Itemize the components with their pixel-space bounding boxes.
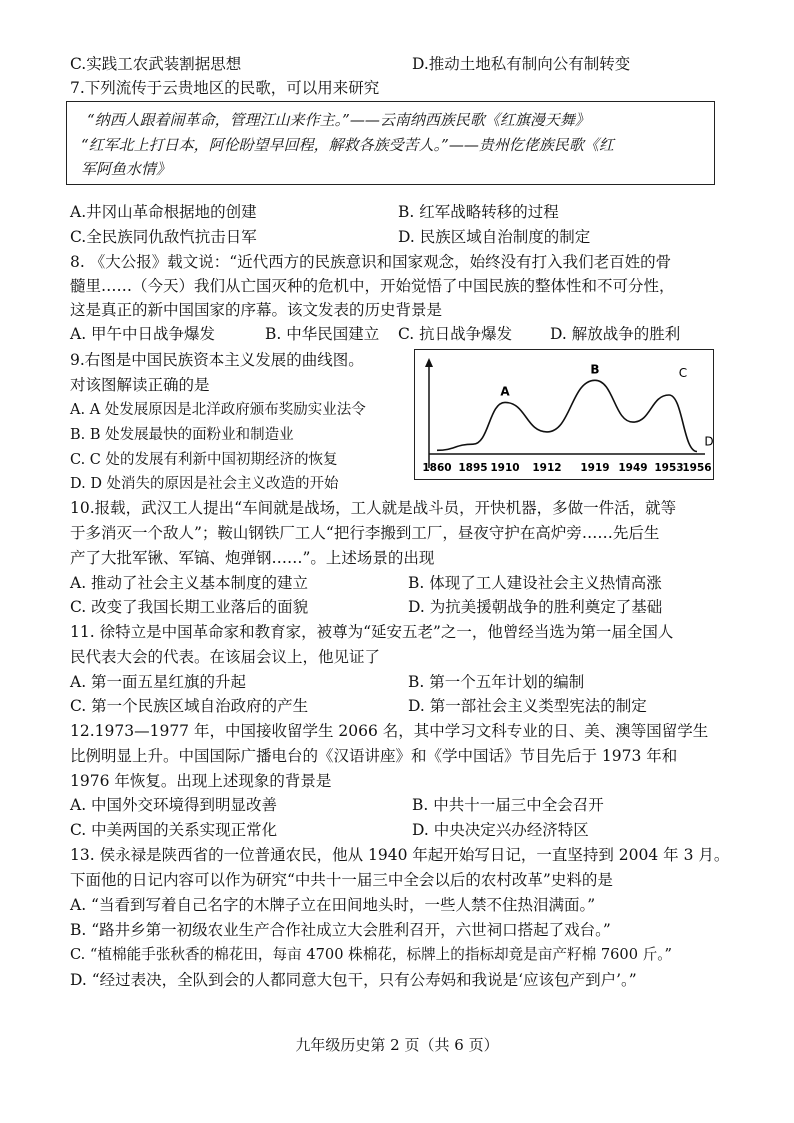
q9-option-c: C. C 处的发展有利新中国初期经济的恢复 (70, 452, 338, 468)
q13-line-1: 13. 侯永禄是陕西省的一位普通农民，他从 1940 年起开始写日记，一直坚持到 2004 年 3 月。 (70, 846, 730, 864)
q8-option-b: B. 中华民国建立 (265, 325, 380, 343)
q7-quote-2b: 军阿鱼水情》 (81, 160, 172, 178)
q8-line-3: 这是真正的新中国国家的序幕。该文发表的历史背景是 (70, 301, 443, 319)
q9-option-a: A. A 处发展原因是北洋政府颁布奖励实业法令 (70, 402, 366, 418)
q13-option-d: D. “经过表决，全队到会的人都同意大包干，只有公寿妈和我说是‘应该包产到户’。” (70, 971, 637, 989)
q12-line-1: 12.1973—1977 年，中国接收留学生 2066 名，其中学习文科专业的日、美、澳等国留学生 (70, 722, 709, 740)
q12-option-a: A. 中国外交环境得到明显改善 (70, 796, 278, 814)
q6-option-d: D.推动土地私有制向公有制转变 (412, 55, 631, 73)
x-tick-label: 1956 (682, 462, 712, 474)
q8-option-c: C. 抗日战争爆发 (398, 325, 513, 343)
q10-line-1: 10.报载，武汉工人提出“车间就是战场，工人就是战斗员，开快机器，多做一件活，就等 (70, 499, 677, 517)
q10-option-d: D. 为抗美援朝战争的胜利奠定了基础 (408, 598, 663, 616)
q6-option-c: C.实践工农武装割据思想 (70, 55, 242, 73)
q7-option-b: B. 红军战略转移的过程 (398, 203, 559, 221)
x-tick-label: 1949 (618, 462, 648, 474)
q9-option-b: B. B 处发展最快的面粉业和制造业 (70, 427, 294, 443)
q9-option-d: D. D 处消失的原因是社会主义改造的开始 (70, 476, 339, 492)
q11-option-a: A. 第一面五星红旗的升起 (70, 673, 247, 691)
x-tick-label: 1953 (654, 462, 684, 474)
q10-line-2: 于多消灭一个敌人”；鞍山钢铁厂工人“把行李搬到工厂，昼夜守护在高炉旁……先后生 (70, 524, 660, 542)
q8-option-a: A. 甲午中日战争爆发 (70, 325, 216, 343)
x-tick-label: 1919 (580, 462, 610, 474)
q10-option-c: C. 改变了我国长期工业落后的面貌 (70, 598, 309, 616)
point-label: D (704, 434, 714, 449)
q13-line-2: 下面他的日记内容可以作为研究“中共十一届三中全会以后的农村改革”史料的是 (70, 871, 613, 889)
q8-line-2: 髓里……（今天）我们从亡国灭种的危机中，开始觉悟了中国民族的整体性和不可分性， (70, 277, 675, 295)
q12-option-b: B. 中共十一届三中全会召开 (412, 796, 604, 814)
q13-option-b: B. “路井乡第一初级农业生产合作社成立大会胜利召开，六世祠口搭起了戏台。” (70, 921, 611, 939)
q12-line-3: 1976 年恢复。出现上述现象的背景是 (70, 772, 332, 790)
q13-option-a: A. “当看到写着自己名字的木牌子立在田间地头时，一些人禁不住热泪满面。” (70, 896, 596, 914)
page-footer: 九年级历史第 2 页（共 6 页） (295, 1036, 499, 1054)
x-tick-label: 1910 (490, 462, 520, 474)
y-axis-arrow (425, 358, 433, 367)
q12-line-2: 比例明显上升。中国国际广播电台的《汉语讲座》和《学中国话》节目先后于 1973 年和 (70, 747, 678, 765)
q13-option-c: C. “植棉能手张秋香的棉花田，每亩 4700 株棉花，标牌上的指标却竟是亩产籽棉 7600 斤。” (70, 946, 672, 963)
q11-line-2: 民代表大会的代表。在该届会议上，他见证了 (70, 648, 381, 666)
q9-line-2: 对该图解读正确的是 (70, 376, 210, 394)
q7-stem: 7.下列流传于云贵地区的民歌，可以用来研究 (70, 79, 380, 97)
q11-option-b: B. 第一个五年计划的编制 (408, 673, 585, 691)
q7-quote-box (66, 101, 715, 185)
q11-line-1: 11. 徐特立是中国革命家和教育家，被尊为“延安五老”之一，他曾经当选为第一届全国人 (70, 623, 674, 641)
q7-option-c: C.全民族同仇敌忾抗击日军 (70, 228, 257, 246)
q10-option-b: B. 体现了工人建设社会主义热情高涨 (408, 574, 662, 592)
chart-svg (415, 350, 712, 478)
x-tick-label: 1860 (422, 462, 452, 474)
q9-line-1: 9.右图是中国民族资本主义发展的曲线图。 (70, 351, 364, 369)
series-line (437, 380, 697, 451)
x-tick-label: 1912 (532, 462, 562, 474)
point-label: A (500, 384, 510, 399)
q8-option-d: D. 解放战争的胜利 (550, 325, 681, 343)
point-label: B (590, 362, 600, 377)
q7-option-d: D. 民族区域自治制度的制定 (398, 228, 591, 246)
q10-option-a: A. 推动了社会主义基本制度的建立 (70, 574, 309, 592)
point-label: C (678, 366, 688, 381)
q10-line-3: 产了大批军锹、军镐、炮弹钢……”。上述场景的出现 (70, 549, 435, 567)
q12-option-c: C. 中美两国的关系实现正常化 (70, 821, 278, 839)
q8-line-1: 8. 《大公报》载文说：“近代西方的民族意识和国家观念，始终没有打入我们老百姓的骨 (70, 253, 672, 271)
q11-option-c: C. 第一个民族区域自治政府的产生 (70, 697, 309, 715)
q11-option-d: D. 第一部社会主义类型宪法的制定 (408, 697, 647, 715)
x-tick-label: 1895 (458, 462, 488, 474)
q7-quote-2a: “红军北上打日本，阿伦盼望早回程，解救各族受苦人。”——贵州仡佬族民歌《红 (81, 136, 614, 154)
q7-option-a: A.井冈山革命根据地的创建 (70, 203, 257, 221)
capitalism-chart (414, 349, 714, 480)
q12-option-d: D. 中央决定兴办经济特区 (412, 821, 589, 839)
q7-quote-1: “纳西人跟着闹革命，管理江山来作主。”——云南纳西族民歌《红旗漫天舞》 (87, 111, 590, 129)
